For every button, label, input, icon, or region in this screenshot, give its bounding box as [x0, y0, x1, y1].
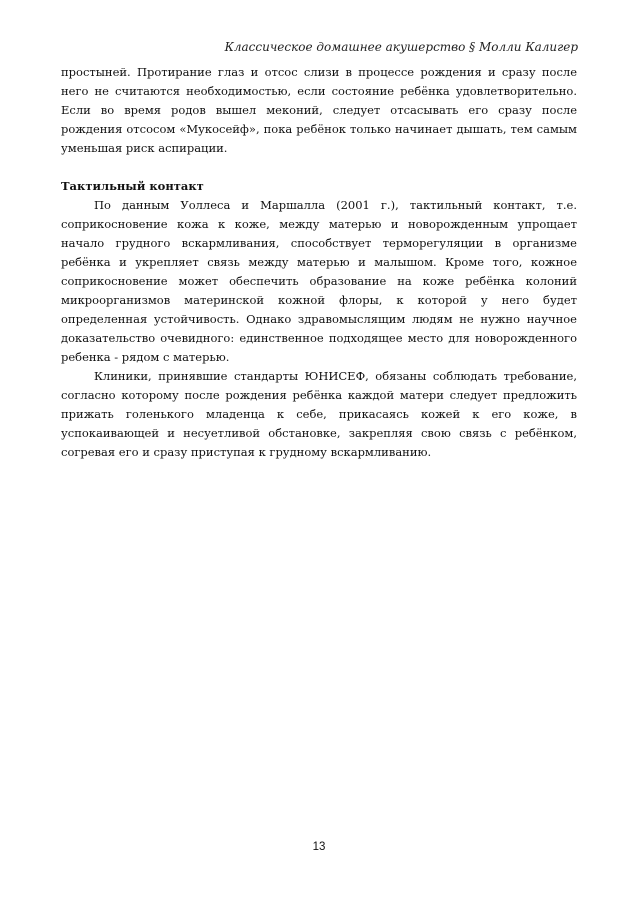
page-number: 13 [312, 841, 326, 853]
continued-paragraph: простыней. Протирание глаз и отсос слизи в процессе рождения и сразу после него не считаются необходимостью, если состояние ребёнка удовлетворительно. Если во время родов вышел меконий, следует отсасывать его сразу после рождения отсосом «Мукосейф», пока ребёнок только начинает дышать, тем самым уменьшая риск аспирации. [61, 65, 577, 155]
paragraph: По данным Уоллеса и Маршалла (2001 г.), тактильный контакт, т.е. соприкосновение кожа к коже, между матерью и новорожденным упрощает начало грудного вскармливания, способствует терморегуляции в организме ребёнка и укрепляет связь между матерью и малышом. Кроме того, кожное соприкосновение может обеспечить образование на коже ребёнка колоний микроорганизмов материнской кожной флоры, к которой у него будет определенная устойчивость. Однако здравомыслящим людям не нужно научное доказательство очевидного: единственное подходящее место для новорожденного ребенка - рядом с матерью. [61, 198, 577, 364]
section-heading: Тактильный контакт [61, 179, 204, 193]
paragraph: Клиники, принявшие стандарты ЮНИСЕФ, обязаны соблюдать требование, согласно которому после рождения ребёнка каждой матери следует предложить прижать голенького младенца к себе, прикасаясь кожей к его коже, в успокаивающей и несуетливой обстановке, закрепляя свою связь с ребёнком, согревая его и сразу приступая к грудному вскармливанию. [61, 369, 577, 459]
body-text [61, 63, 577, 462]
running-header: Классическое домашнее акушерство § Молли Калигер [224, 40, 578, 54]
